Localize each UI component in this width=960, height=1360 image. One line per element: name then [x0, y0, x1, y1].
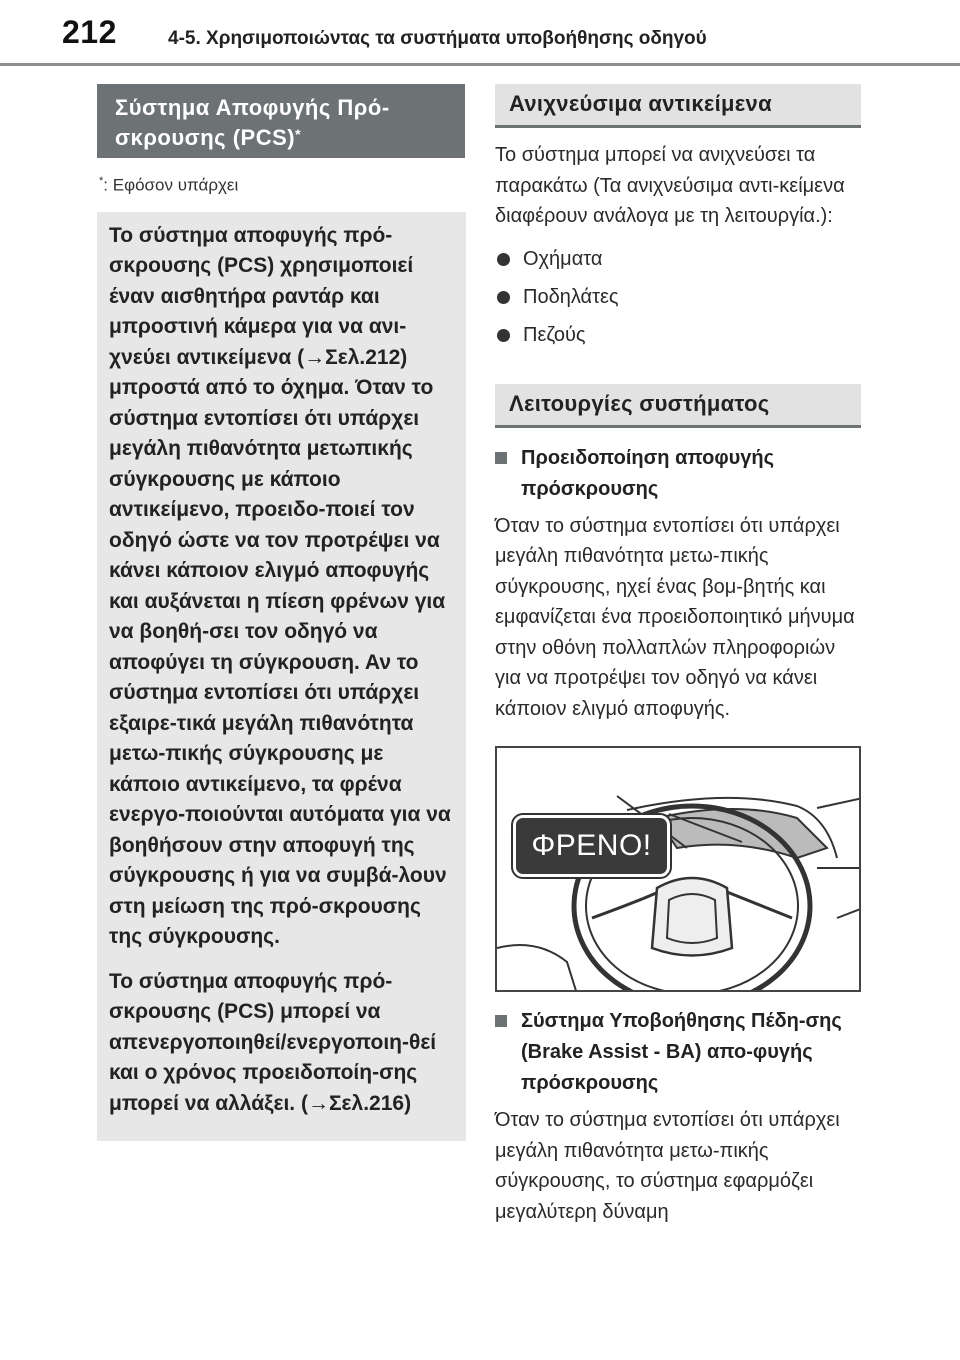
list-item [495, 240, 861, 278]
list-item-label: Οχήματα [523, 247, 603, 270]
pcs-title-line1: Σύστημα Αποφυγής Πρό- [115, 95, 390, 120]
square-bullet-icon [495, 452, 507, 464]
pcs-section-title [97, 84, 465, 158]
warning-subheading-text: Προειδοποίηση αποφυγής πρόσκρουσης [521, 446, 775, 500]
system-functions-title-text: Λειτουργίες συστήματος [509, 390, 770, 416]
square-bullet-icon [495, 1015, 507, 1027]
chapter-title: 4-5. Χρησιμοποιώντας τα συστήματα υποβοήθησης οδηγού [168, 28, 707, 49]
warning-subheading [495, 443, 861, 505]
bullet-icon [497, 253, 510, 266]
page-number: 212 [62, 14, 117, 50]
detectable-objects-title-text: Ανιχνεύσιμα αντικείμενα [509, 91, 772, 116]
brake-assist-subheading-text: Σύστημα Υποβοήθησης Πέδη-σης (Brake Assist - BA) απο-φυγής πρόσκρουσης [521, 1010, 842, 1094]
bullet-icon [497, 329, 510, 342]
pcs-title-line2: σκρουσης (PCS) [115, 125, 296, 150]
brake-warning-label: ΦΡΕΝΟ! [513, 815, 670, 877]
detectable-objects-title [495, 84, 861, 128]
footnote-marker: * [99, 175, 104, 187]
footnote-text: : Εφόσον υπάρχει [103, 175, 239, 195]
brake-assist-text: Όταν το σύστημα εντοπίσει ότι υπάρχει μεγάλη πιθανότητα μετω-πικής σύγκρουσης, το σύστημα εφαρμόζει μεγαλύτερη δύναμη [495, 1109, 840, 1223]
pcs-description-paragraph: Το σύστημα αποφυγής πρό-σκρουσης (PCS) χρησιμοποιεί έναν αισθητήρα ραντάρ και μπροστινή κάμερα για να ανι-χνεύει αντικείμενα (→Σελ.212) μπροστά από το όχημα. Όταν το σύστημα εντοπίσει ότι υπάρχει μεγάλη πιθανότητα μετωπικής σύγκρουσης με κάποιο αντικείμενο, προειδο-ποιεί τον οδηγό ώστε να τον προτρέψει να κάνει κάποιον ελιγμό αποφυγής και αυξάνεται η πίεση φρένων για να βοηθή-σει τον οδηγό να αποφύγει τη σύγκρουση. Αν το σύστημα εντοπίσει ότι υπάρχει εξαιρε-τικά μεγάλη πιθανότητα μετω-πικής σύγκρουσης με κάποιο αντικείμενο, τα φρένα ενεργο-ποιούνται αυτόματα για να βοηθήσουν στην αποφυγή της σύγκρουσης ή για να συμβά-λουν στη μείωση της πρό-σκρουσης της σύγκρουσης. [109, 223, 451, 949]
footnote [97, 175, 465, 196]
detectable-intro: Το σύστημα μπορεί να ανιχνεύσει τα παρακάτω (Τα ανιχνεύσιμα αντι-κείμενα διαφέρουν ανάλογα με τη λειτουργία.): [495, 144, 845, 227]
page-header [0, 0, 960, 68]
right-column [495, 84, 861, 1227]
system-functions-title [495, 384, 861, 428]
list-item-label: Πεζούς [523, 323, 586, 346]
header-rule [0, 63, 960, 66]
brake-assist-subheading [495, 1006, 861, 1099]
pcs-info-box [97, 212, 466, 1142]
bullet-icon [497, 291, 510, 304]
pcs-settings-paragraph: Το σύστημα αποφυγής πρό-σκρουσης (PCS) μπορεί να απενεργοποιηθεί/ενεργοποιη-θεί και ο χρόνος προειδοποίη-σης μπορεί να αλλάξει. (→Σελ.216) [109, 969, 437, 1115]
warning-text: Όταν το σύστημα εντοπίσει ότι υπάρχει μεγάλη πιθανότητα μετω-πικής σύγκρουσης, ηχεί ένας βομ-βητής και εμφανίζεται ένα προειδοποιητικό μήνυμα στην οθόνη πολλαπλών πληροφοριών για να προτρέψει τον οδηγό να κάνει κάποιον ελιγμό αποφυγής. [495, 514, 855, 720]
left-column [97, 84, 465, 1141]
list-item [495, 316, 861, 354]
detectable-list [495, 240, 861, 354]
list-item [495, 278, 861, 316]
pcs-title-footnote-marker: * [295, 126, 302, 142]
list-item-label: Ποδηλάτες [523, 285, 619, 308]
